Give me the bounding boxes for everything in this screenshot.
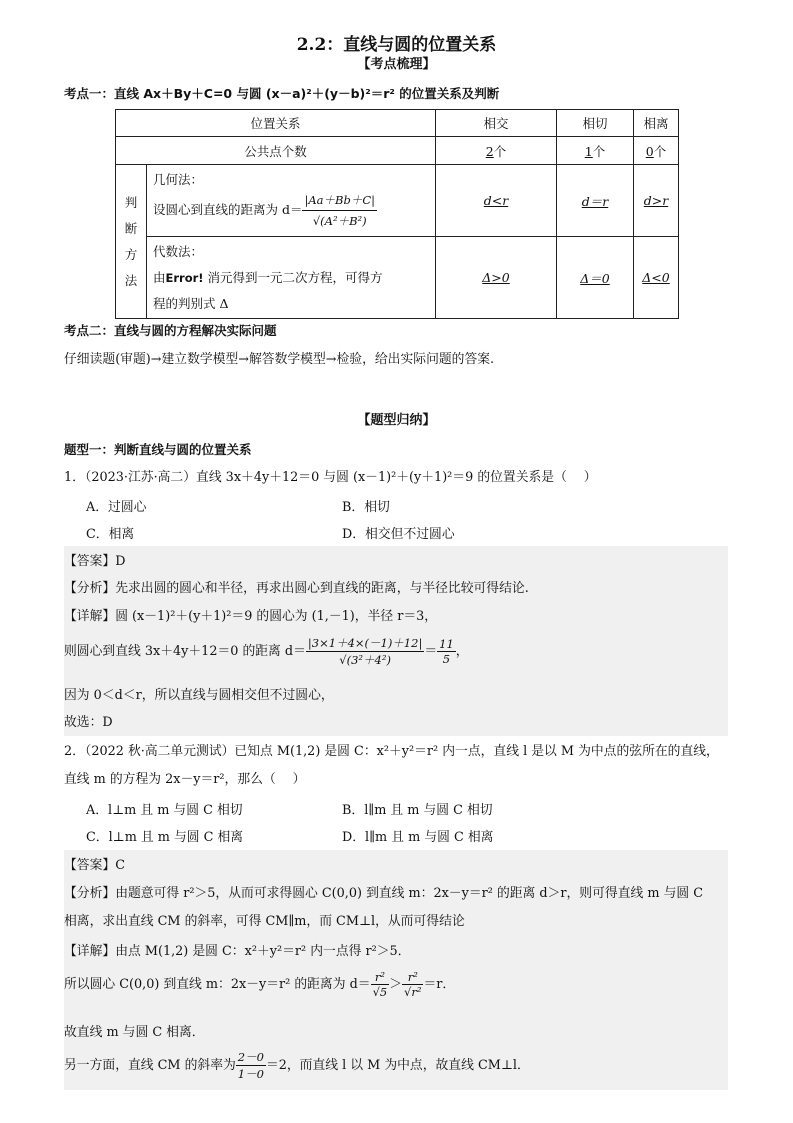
q1-stem: 1．（2023·江苏·高二）直线 3x＋4y＋12＝0 与圆 (x－1)²＋(y＋1)²＝9 的位置关系是（ ） [64, 470, 597, 485]
type1-label: 题型一：判断直线与圆的位置关系 [64, 442, 252, 457]
q2-option-c: C．l⊥m 且 m 与圆 C 相离 [86, 830, 244, 845]
page-title: 2.2：直线与圆的位置关系 [296, 35, 497, 55]
q2-stem-1: 2．（2022 秋·高二单元测试）已知点 M(1,2) 是圆 C：x²＋y²＝r² 内一点，直线 l 是以 M 为中点的弦所在的直线， [64, 744, 719, 759]
q1-option-a: A．过圆心 [86, 500, 147, 515]
q1-analysis: 【分析】先求出圆的圆心和半径，再求出圆心到直线的距离，与半径比较可得结论. [64, 581, 529, 596]
q2-separate: 故直线 m 与圆 C 相离． [64, 1025, 205, 1040]
page-subtitle: 【考点梳理】 [357, 57, 436, 72]
q2-slope: 另一方面，直线 CM 的斜率为 $\frac{2-0}{1-0}$ ＝2，而直线 l 以 M 为中点，故直线 CM⊥l． [64, 1050, 530, 1081]
kaodian1-label: 考点一：直线 Ax＋By＋C=0 与圆 (x－a)²＋(y－b)²＝r² 的位置关系及判断 [64, 86, 500, 101]
alg-separate: Δ<0 [634, 237, 679, 319]
q1-detail: 【详解】圆 (x－1)²＋(y＋1)²＝9 的圆心为 (1,－1)，半径 r＝3， [64, 609, 438, 624]
common-intersect: 2个 [436, 137, 557, 165]
th-separate: 相离 [634, 110, 679, 137]
q2-option-a: A．l⊥m 且 m 与圆 C 相切 [86, 803, 243, 818]
kaodian2-label: 考点二：直线与圆的方程解决实际问题 [64, 323, 277, 338]
geo-intersect: d<r [436, 165, 557, 237]
q2-analysis-1: 【分析】由题意可得 r²＞5，从而可求得圆心 C(0,0) 到直线 m：2x－y＝r² 的距离 d＞r，则可得直线 m 与圆 C [64, 886, 704, 901]
q2-detail: 【详解】由点 M(1,2) 是圆 C：x²＋y²＝r² 内一点得 r²＞5． [64, 944, 411, 959]
kaodian2-text: 仔细读题(审题)→建立数学模型→解答数学模型→检验，给出实际问题的答案. [64, 352, 495, 367]
q2-distance: 所以圆心 C(0,0) 到直线 m：2x－y＝r² 的距离为 d＝ $\frac{\text{r²}}{√5}$ ＞ $\frac{\text{r²}}{\text{√r²}}$ ＝r． [64, 970, 456, 999]
q2-option-b: B．l∥m 且 m 与圆 C 相切 [342, 803, 493, 818]
method-label: 判 断 方 法 [116, 165, 147, 319]
q1-option-c: C．相离 [86, 527, 135, 542]
alg-tangent: Δ＝0 [557, 237, 634, 319]
geo-tangent: d＝r [557, 165, 634, 237]
q1-distance: 则圆心到直线 3x＋4y＋12＝0 的距离 d＝ $\frac{|3\times 1+4\times(-1)+12|}{\text{√(3²＋4²)}}$ ＝ $\frac{11}{5}$ ， [64, 636, 469, 667]
alg-method: 代数法： 由Error! 消元得到一元二次方程，可得方 程的判别式 Δ [147, 237, 436, 319]
row-common: 公共点个数 [116, 137, 436, 165]
geo-separate: d>r [634, 165, 679, 237]
q1-choose: 故选：D [64, 715, 113, 730]
th-relation: 位置关系 [116, 110, 436, 137]
th-intersect: 相交 [436, 110, 557, 137]
q2-option-d: D．l∥m 且 m 与圆 C 相离 [342, 830, 494, 845]
geo-method: 几何法： 设圆心到直线的距离为 d＝ $\frac{|Aa+Bb+C|}{\text{√(A²＋B²)}}$ [147, 165, 436, 237]
relation-table [115, 109, 679, 319]
common-separate: 0个 [634, 137, 679, 165]
q2-analysis-2: 相离，求出直线 CM 的斜率，可得 CM∥m，而 CM⊥l，从而可得结论 [64, 914, 465, 929]
tixing-header: 【题型归纳】 [357, 413, 436, 428]
q2-stem-2: 直线 m 的方程为 2x－y＝r²，那么（ ） [64, 772, 306, 787]
q1-option-d: D．相交但不过圆心 [342, 527, 455, 542]
common-tangent: 1个 [557, 137, 634, 165]
q1-option-b: B．相切 [342, 500, 390, 515]
q1-answer: 【答案】D [64, 554, 126, 569]
th-tangent: 相切 [557, 110, 634, 137]
q1-because: 因为 0＜d＜r，所以直线与圆相交但不过圆心， [64, 688, 334, 703]
alg-intersect: Δ>0 [436, 237, 557, 319]
q2-answer: 【答案】C [64, 858, 125, 873]
